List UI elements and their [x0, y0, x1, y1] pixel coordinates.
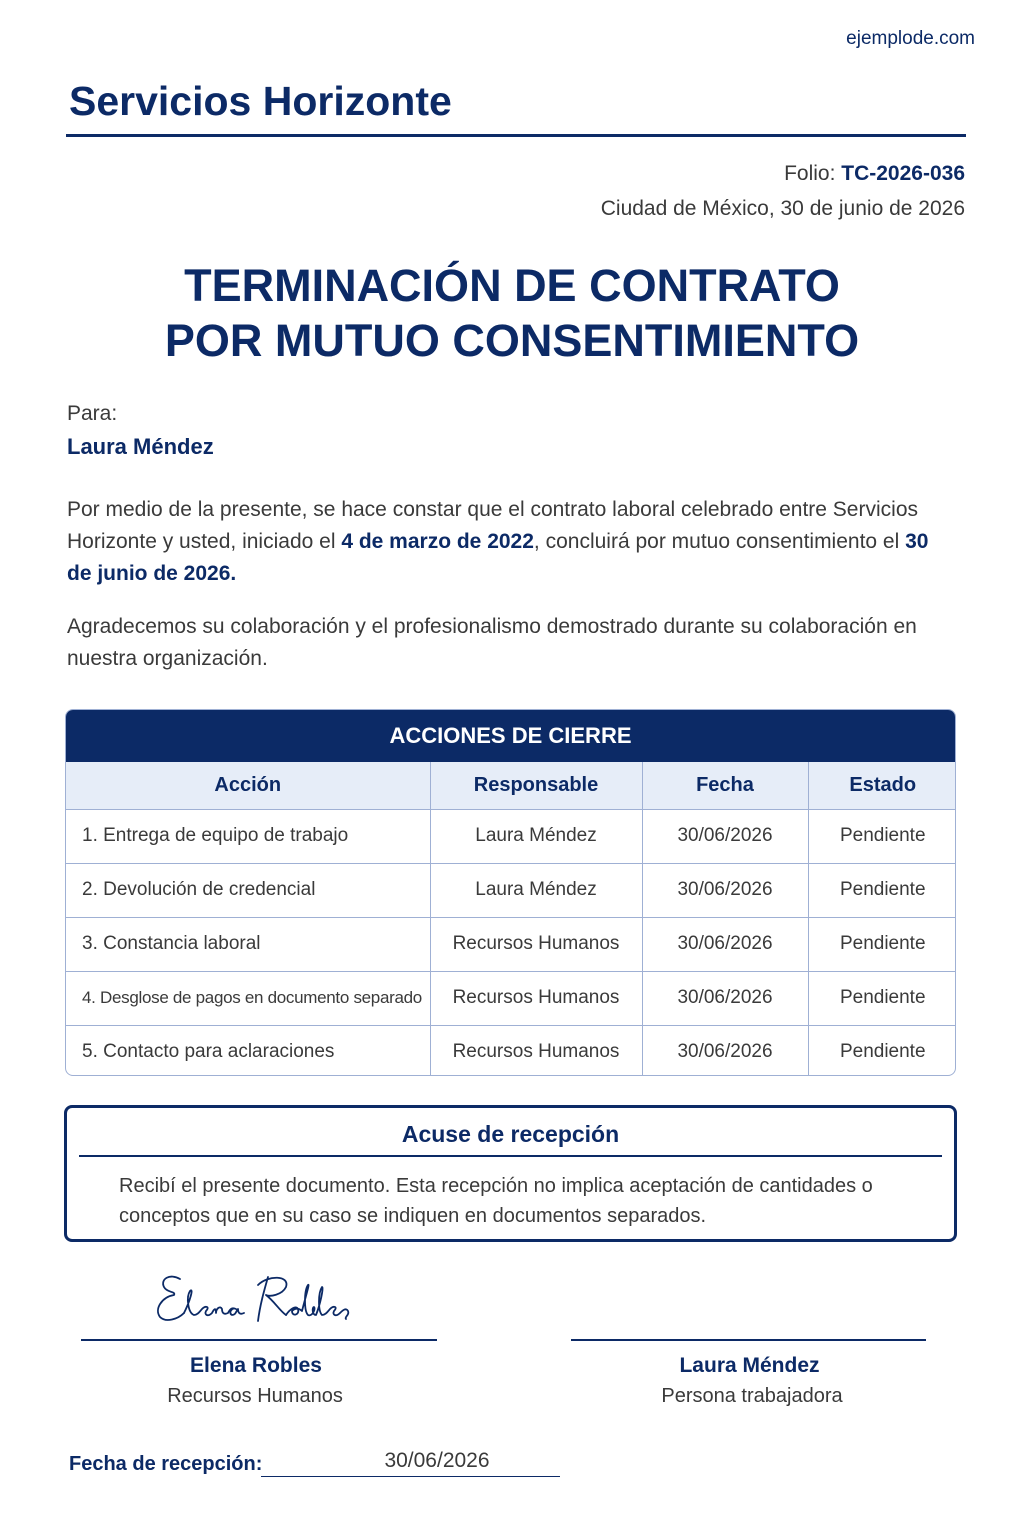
- actions-table: [65, 709, 956, 1076]
- responsible-cell: Recursos Humanos: [430, 917, 642, 971]
- column-header: Acción: [66, 762, 430, 809]
- signer-role-right: Persona trabajadora: [661, 1385, 843, 1407]
- body-paragraph-2: Agradecemos su colaboración y el profesionalismo demostrado durante su colaboración en nuestra organización.: [67, 615, 917, 670]
- receipt-date-line: [261, 1476, 560, 1477]
- receipt-date-label: Fecha de recepción:: [69, 1453, 263, 1475]
- recipient-label: Para:: [67, 402, 118, 425]
- signature-line-left: [81, 1339, 437, 1341]
- header-divider: [66, 134, 966, 137]
- table-header-row: [66, 762, 956, 809]
- table-row: [66, 809, 956, 863]
- status-cell: Pendiente: [839, 1041, 926, 1063]
- handwritten-signature: [150, 1265, 370, 1329]
- date-cell: 30/06/2026: [642, 1025, 808, 1076]
- document-title: [0, 258, 1024, 368]
- column-header: Fecha: [642, 762, 808, 809]
- acknowledgment-title: Acuse de recepción: [401, 1121, 620, 1147]
- acknowledgment-text: Recibí el presente documento. Esta recepción no implica aceptación de cantidades o conceptos que en su caso se indiquen en documentos separados.: [119, 1175, 873, 1227]
- place-date: Ciudad de México, 30 de junio de 2026: [600, 197, 965, 220]
- receipt-date-value: 30/06/2026: [384, 1449, 490, 1472]
- status-cell: Pendiente: [808, 809, 956, 863]
- website-url: ejemplode.com: [846, 28, 975, 49]
- p1-text-c: .: [230, 562, 237, 585]
- date-cell: 30/06/2026: [642, 917, 808, 971]
- column-header: Estado: [808, 762, 956, 809]
- title-line-2: POR MUTUO CONSENTIMIENTO: [164, 315, 860, 366]
- date-cell: 30/06/2026: [642, 971, 808, 1025]
- p1-text-b: , concluirá por mutuo consentimiento el: [533, 530, 906, 553]
- folio-label: Folio:: [784, 162, 836, 185]
- date-cell: 30/06/2026: [642, 809, 808, 863]
- table-row: [66, 863, 956, 917]
- date-cell: 30/06/2026: [642, 863, 808, 917]
- actions-table-title: ACCIONES DE CIERRE: [66, 710, 955, 762]
- action-cell: 4. Desglose de pagos en documento separado: [66, 971, 430, 1025]
- column-header: Responsable: [430, 762, 642, 809]
- acknowledgment-divider: [79, 1155, 942, 1157]
- folio-number: TC-2026-036: [841, 162, 965, 185]
- acknowledgment-box: [64, 1105, 957, 1242]
- action-cell: 3. Constancia laboral: [66, 917, 430, 971]
- status-cell: Pendiente: [808, 863, 956, 917]
- responsible-cell: Recursos Humanos: [430, 1025, 642, 1076]
- responsible-cell: Recursos Humanos: [430, 971, 642, 1025]
- signer-role-left: Recursos Humanos: [167, 1385, 343, 1407]
- table-row: [66, 1025, 956, 1076]
- actions-grid: [66, 762, 956, 1076]
- status-cell: Pendiente: [808, 971, 956, 1025]
- start-date: 4 de marzo de 2022: [341, 530, 534, 553]
- action-cell: 1. Entrega de equipo de trabajo: [66, 809, 430, 863]
- company-name: Servicios Horizonte: [69, 78, 452, 124]
- table-row: [66, 917, 956, 971]
- p1-text-a: Por medio de la presente, se hace constar que el contrato laboral celebrado entre Servicios Horizonte y usted, iniciado el: [67, 498, 918, 553]
- title-line-1: TERMINACIÓN DE CONTRATO: [184, 260, 840, 311]
- action-cell: 2. Devolución de credencial: [66, 863, 430, 917]
- action-cell: 5. Contacto para aclaraciones: [66, 1025, 430, 1076]
- recipient-name: Laura Méndez: [67, 434, 214, 459]
- body-paragraph-1: [67, 494, 947, 590]
- status-cell: Pendiente: [808, 917, 956, 971]
- responsible-cell: Laura Méndez: [430, 863, 642, 917]
- signature-line-right: [571, 1339, 926, 1341]
- folio: [784, 162, 965, 186]
- table-row: [66, 971, 956, 1025]
- signer-name-left: Elena Robles: [190, 1354, 322, 1377]
- end-date: 30 de junio de 2026: [67, 530, 929, 585]
- responsible-cell: Laura Méndez: [430, 809, 642, 863]
- signer-name-right: Laura Méndez: [679, 1354, 820, 1377]
